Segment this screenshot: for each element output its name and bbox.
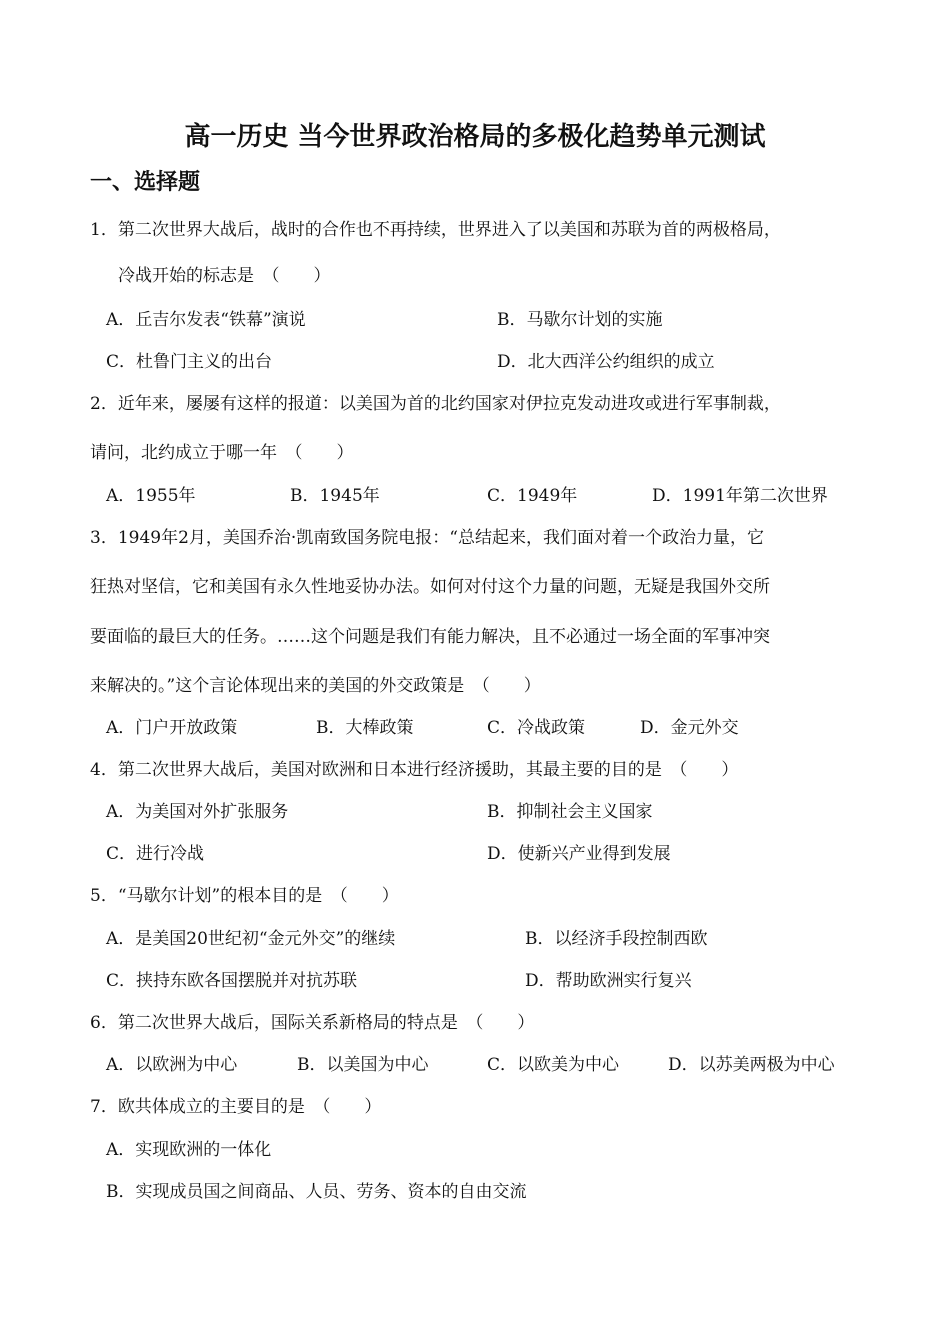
option-c: C．1949年: [487, 486, 578, 506]
question-text: 7．欧共体成立的主要目的是 （ ）: [90, 1097, 382, 1117]
question-text: 3．1949年2月，美国乔治·凯南致国务院电报：“总结起来，我们面对着一个政治力量，它: [90, 528, 764, 548]
option-b: B．抑制社会主义国家: [487, 802, 653, 822]
option-d: D．金元外交: [640, 718, 739, 738]
option-a: A．以欧洲为中心: [106, 1055, 238, 1075]
option-c: C．进行冷战: [106, 844, 205, 864]
question-text: 请问，北约成立于哪一年 （ ）: [90, 443, 354, 463]
option-b: B．1945年: [290, 486, 380, 506]
page-title: 高一历史 当今世界政治格局的多极化趋势单元测试: [184, 122, 766, 152]
option-c: C．冷战政策: [487, 718, 586, 738]
option-d: D．以苏美两极为中心: [668, 1055, 835, 1075]
option-a: A．是美国20世纪初“金元外交”的继续: [106, 929, 396, 949]
option-d: D．使新兴产业得到发展: [487, 844, 671, 864]
option-d: D．帮助欧洲实行复兴: [525, 971, 692, 991]
option-b: B．大棒政策: [316, 718, 414, 738]
question-text: 狂热对坚信，它和美国有永久性地妥协办法。如何对付这个力量的问题，无疑是我国外交所: [90, 577, 770, 597]
question-text: 要面临的最巨大的任务。……这个问题是我们有能力解决，且不必通过一场全面的军事冲突: [90, 627, 770, 647]
option-a: A．实现欧洲的一体化: [106, 1140, 272, 1160]
option-c: C．杜鲁门主义的出台: [106, 352, 273, 372]
option-b: B．以经济手段控制西欧: [525, 929, 708, 949]
option-c: C．挟持东欧各国摆脱并对抗苏联: [106, 971, 358, 991]
option-b: B．马歇尔计划的实施: [497, 310, 663, 330]
question-text: 1．第二次世界大战后，战时的合作也不再持续，世界进入了以美国和苏联为首的两极格局，: [90, 220, 781, 240]
option-a: A．1955年: [106, 486, 196, 506]
question-text: 冷战开始的标志是 （ ）: [118, 266, 331, 286]
option-d: D．1991年第二次世界: [652, 486, 828, 506]
section-heading: 一、选择题: [90, 170, 201, 195]
question-text: 6．第二次世界大战后，国际关系新格局的特点是 （ ）: [90, 1013, 535, 1033]
option-a: A．为美国对外扩张服务: [106, 802, 289, 822]
option-a: A．丘吉尔发表“铁幕”演说: [106, 310, 306, 330]
question-text: 2．近年来，屡屡有这样的报道：以美国为首的北约国家对伊拉克发动进攻或进行军事制裁，: [90, 394, 781, 414]
option-d: D．北大西洋公约组织的成立: [497, 352, 715, 372]
option-b: B．以美国为中心: [297, 1055, 429, 1075]
option-b: B．实现成员国之间商品、人员、劳务、资本的自由交流: [106, 1182, 527, 1202]
question-text: 4．第二次世界大战后，美国对欧洲和日本进行经济援助，其最主要的目的是 （ ）: [90, 760, 739, 780]
question-text: 5．“马歇尔计划”的根本目的是 （ ）: [90, 886, 399, 906]
option-c: C．以欧美为中心: [487, 1055, 620, 1075]
option-a: A．门户开放政策: [106, 718, 238, 738]
question-text: 来解决的。”这个言论体现出来的美国的外交政策是 （ ）: [90, 676, 541, 696]
